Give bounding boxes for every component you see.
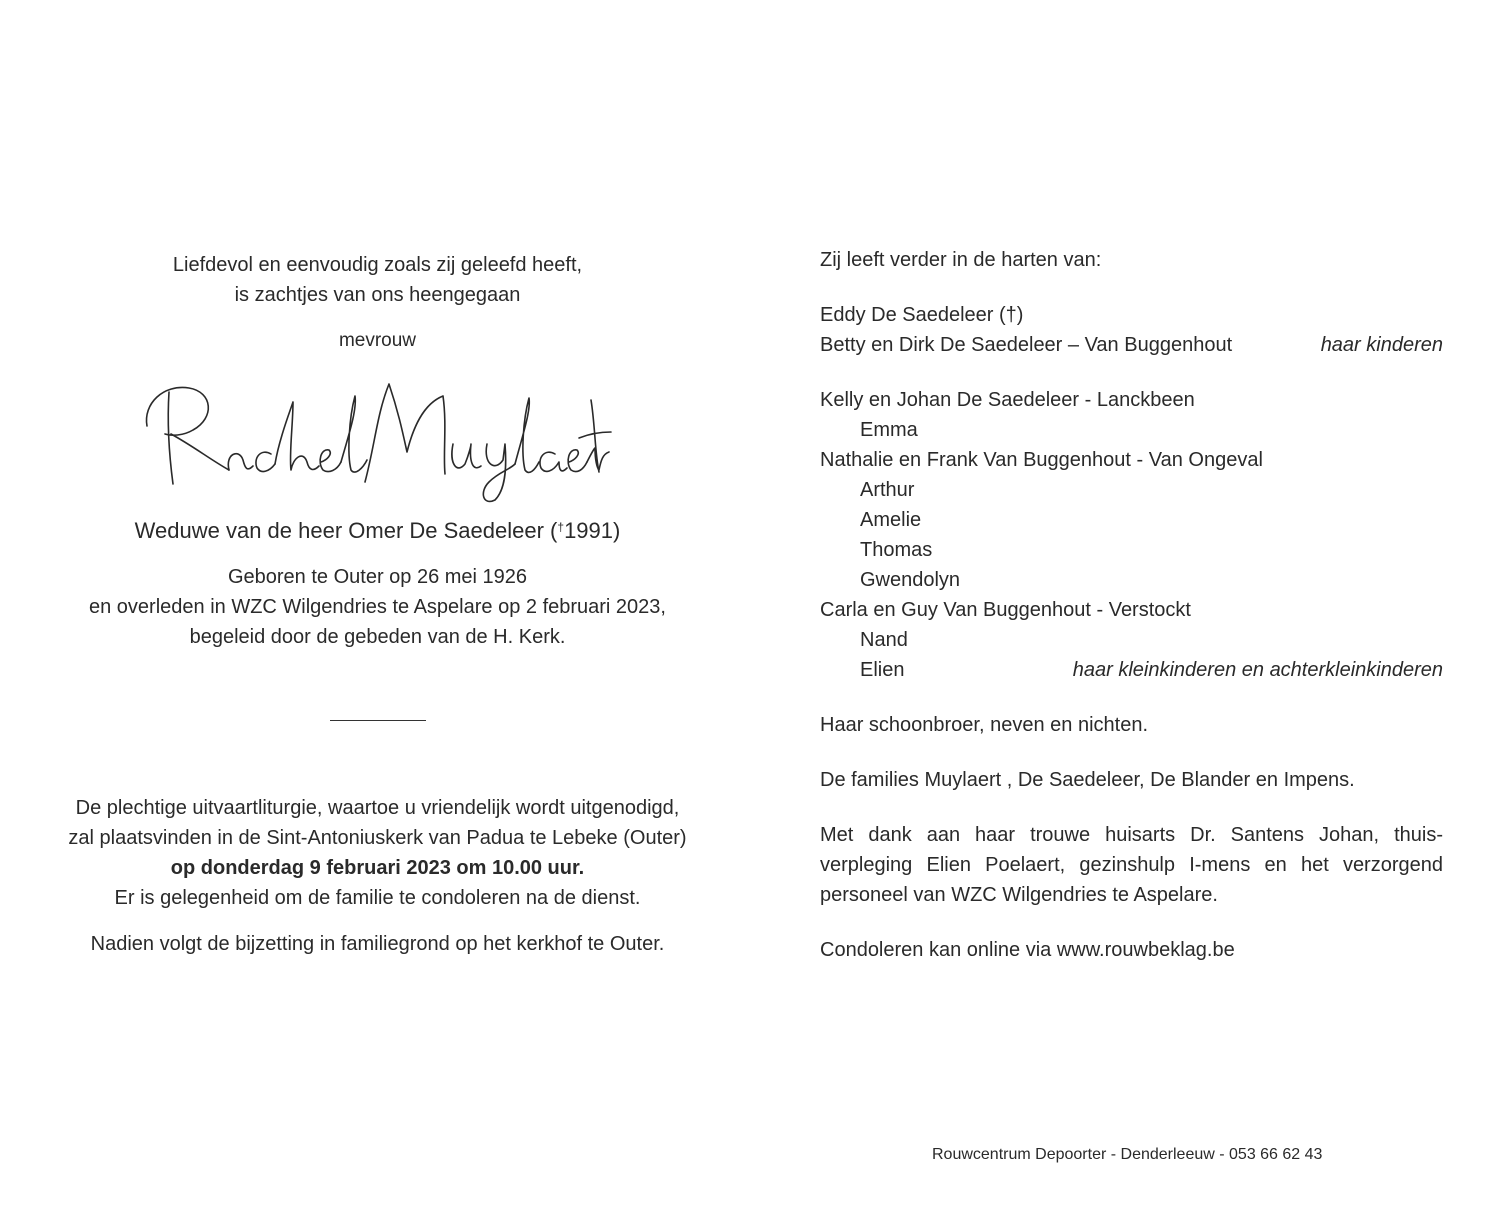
burial-line: Nadien volgt de bijzetting in familiegrond op het kerkhof te Outer. bbox=[90, 933, 665, 955]
child-2-row bbox=[820, 330, 1443, 360]
families-line: De families Muylaert , De Saedeleer, De Blander en Impens. bbox=[820, 769, 1355, 791]
funeral-line-2: zal plaatsvinden in de Sint-Antoniuskerk van Padua te Lebeke (Outer) bbox=[68, 827, 687, 849]
widow-line bbox=[40, 516, 715, 546]
child-1: Eddy De Saedeleer (†) bbox=[820, 304, 1024, 326]
grandchild-family-3: Carla en Guy Van Buggenhout - Verstockt bbox=[820, 599, 1191, 621]
intro-line-2: is zachtjes van ons heengegaan bbox=[234, 284, 521, 306]
right-column bbox=[820, 245, 1443, 965]
funeral-line-1: De plechtige uitvaartliturgie, waartoe u vriendelijk wordt uitgenodigd, bbox=[75, 797, 680, 819]
widow-prefix: Weduwe van de heer Omer De Saedeleer ( bbox=[134, 518, 558, 543]
name-signature bbox=[143, 374, 613, 504]
last-grandchild-row bbox=[820, 655, 1443, 685]
church-line: begeleid door de gebeden van de H. Kerk. bbox=[189, 626, 566, 648]
thanks-paragraph: Met dank aan haar trouwe huisarts Dr. Santens Johan, thuis-verpleging Elien Poelaert, gezinshulp I-mens en het verzorgend personeel van WZC Wilgendries te Aspelare. bbox=[820, 824, 1443, 906]
condolence-note: Er is gelegenheid om de familie te condoleren na de dienst. bbox=[114, 887, 641, 909]
great-grandchild: Emma bbox=[860, 419, 918, 441]
died-line: en overleden in WZC Wilgendries te Aspelare op 2 februari 2023, bbox=[89, 596, 666, 618]
dagger-symbol: † bbox=[557, 520, 565, 534]
intro-line-1: Liefdevol en eenvoudig zoals zij geleefd heeft, bbox=[172, 254, 583, 276]
left-column bbox=[40, 250, 715, 959]
great-grandchild: Thomas bbox=[860, 539, 933, 561]
grandchild-family-1: Kelly en Johan De Saedeleer - Lanckbeen bbox=[820, 389, 1195, 411]
born-line: Geboren te Outer op 26 mei 1926 bbox=[227, 566, 528, 588]
title-mevrouw: mevrouw bbox=[338, 330, 417, 351]
great-grandchild: Arthur bbox=[860, 479, 915, 501]
funeral-home-footer: Rouwcentrum Depoorter - Denderleeuw - 053 66 62 43 bbox=[932, 1146, 1323, 1163]
funeral-date: op donderdag 9 februari 2023 om 10.00 uur. bbox=[170, 857, 585, 879]
great-grandchild: Nand bbox=[860, 629, 908, 651]
divider-line bbox=[330, 720, 426, 721]
great-grandchild: Amelie bbox=[860, 509, 922, 531]
children-label: haar kinderen bbox=[1320, 334, 1443, 356]
grandchildren-label: haar kleinkinderen en achterkleinkinderen bbox=[1072, 659, 1443, 681]
child-2: Betty en Dirk De Saedeleer – Van Buggenhout bbox=[820, 334, 1233, 356]
widow-year: 1991) bbox=[564, 518, 621, 543]
online-condolence: Condoleren kan online via www.rouwbeklag.be bbox=[820, 939, 1235, 961]
survivors-heading: Zij leeft verder in de harten van: bbox=[820, 249, 1102, 271]
great-grandchild: Gwendolyn bbox=[860, 569, 961, 591]
intro-text bbox=[40, 250, 715, 310]
grandchild-family-2: Nathalie en Frank Van Buggenhout - Van Ongeval bbox=[820, 449, 1263, 471]
great-grandchild: Elien bbox=[860, 659, 905, 681]
relatives-line: Haar schoonbroer, neven en nichten. bbox=[820, 714, 1148, 736]
